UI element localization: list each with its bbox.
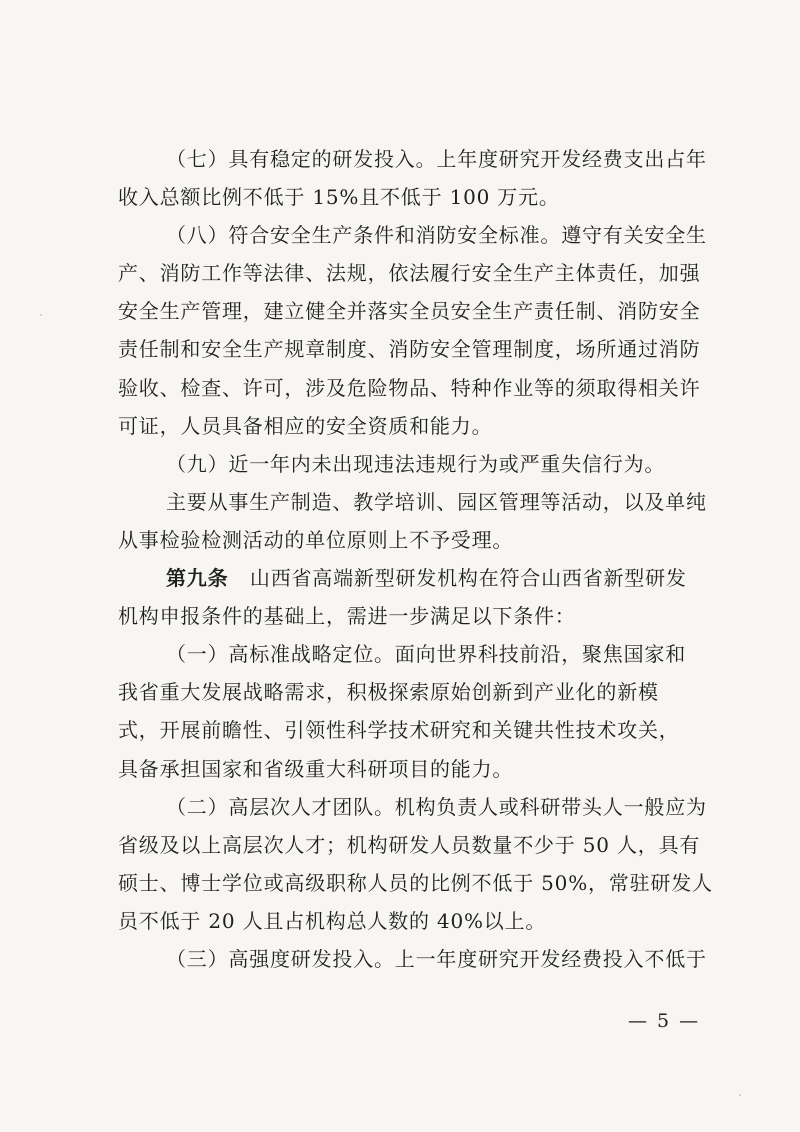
page-number: — 5 — xyxy=(628,1010,701,1032)
paragraph-line: （八）符合安全生产条件和消防安全标准。遵守有关安全生 xyxy=(166,223,707,248)
paragraph-line: 安全生产管理，建立健全并落实全员安全生产责任制、消防安全 xyxy=(118,299,701,324)
paragraph-line: 硕士、博士学位或高级职称人员的比例不低于 50%，常驻研发人 xyxy=(118,870,713,895)
document-body xyxy=(118,140,726,978)
paragraph-line: 责任制和安全生产规章制度、消防安全管理制度，场所通过消防 xyxy=(118,337,701,362)
paragraph-line: 主要从事生产制造、教学培训、园区管理等活动，以及单纯 xyxy=(166,489,707,514)
paragraph-line: （七）具有稳定的研发投入。上年度研究开发经费支出占年 xyxy=(166,147,707,171)
paragraph-line: 产、消防工作等法律、法规，依法履行安全生产主体责任，加强 xyxy=(118,261,701,286)
paragraph-line: （三）高强度研发投入。上一年度研究开发经费投入不低于 xyxy=(166,946,707,971)
paragraph-line: 机构申报条件的基础上，需进一步满足以下条件： xyxy=(118,604,576,629)
scan-speck xyxy=(739,1094,741,1096)
paragraph-line: （九）近一年内未出现违法违规行为或严重失信行为。 xyxy=(166,451,666,476)
article-number: 第九条 xyxy=(166,566,229,591)
paragraph-line: （二）高层次人才团队。机构负责人或科研带头人一般应为 xyxy=(166,794,707,819)
paragraph-line: 式，开展前瞻性、引领性科学技术研究和关键共性技术攻关， xyxy=(118,718,680,743)
paragraph-line: （一）高标准战略定位。面向世界科技前沿，聚焦国家和 xyxy=(166,642,686,667)
paragraph-line: 可证，人员具备相应的安全资质和能力。 xyxy=(118,413,493,438)
paragraph-line: 从事检验检测活动的单位原则上不予受理。 xyxy=(118,527,514,552)
paragraph-line: 员不低于 20 人且占机构总人数的 40%以上。 xyxy=(118,908,547,933)
paragraph-line: 省级及以上高层次人才；机构研发人员数量不少于 50 人，具有 xyxy=(118,832,701,857)
article-heading-line xyxy=(118,559,726,597)
paragraph-line: 具备承担国家和省级重大科研项目的能力。 xyxy=(118,756,514,781)
paragraph-line: 验收、检查、许可，涉及危险物品、特种作业等的须取得相关许 xyxy=(118,375,701,400)
article-text: 山西省高端新型研发机构在符合山西省新型研发 xyxy=(249,566,687,591)
scan-speck xyxy=(40,314,42,316)
paragraph-line: 我省重大发展战略需求，积极探索原始创新到产业化的新模 xyxy=(118,680,659,705)
paragraph-line: 收入总额比例不低于 15%且不低于 100 万元。 xyxy=(118,185,560,210)
